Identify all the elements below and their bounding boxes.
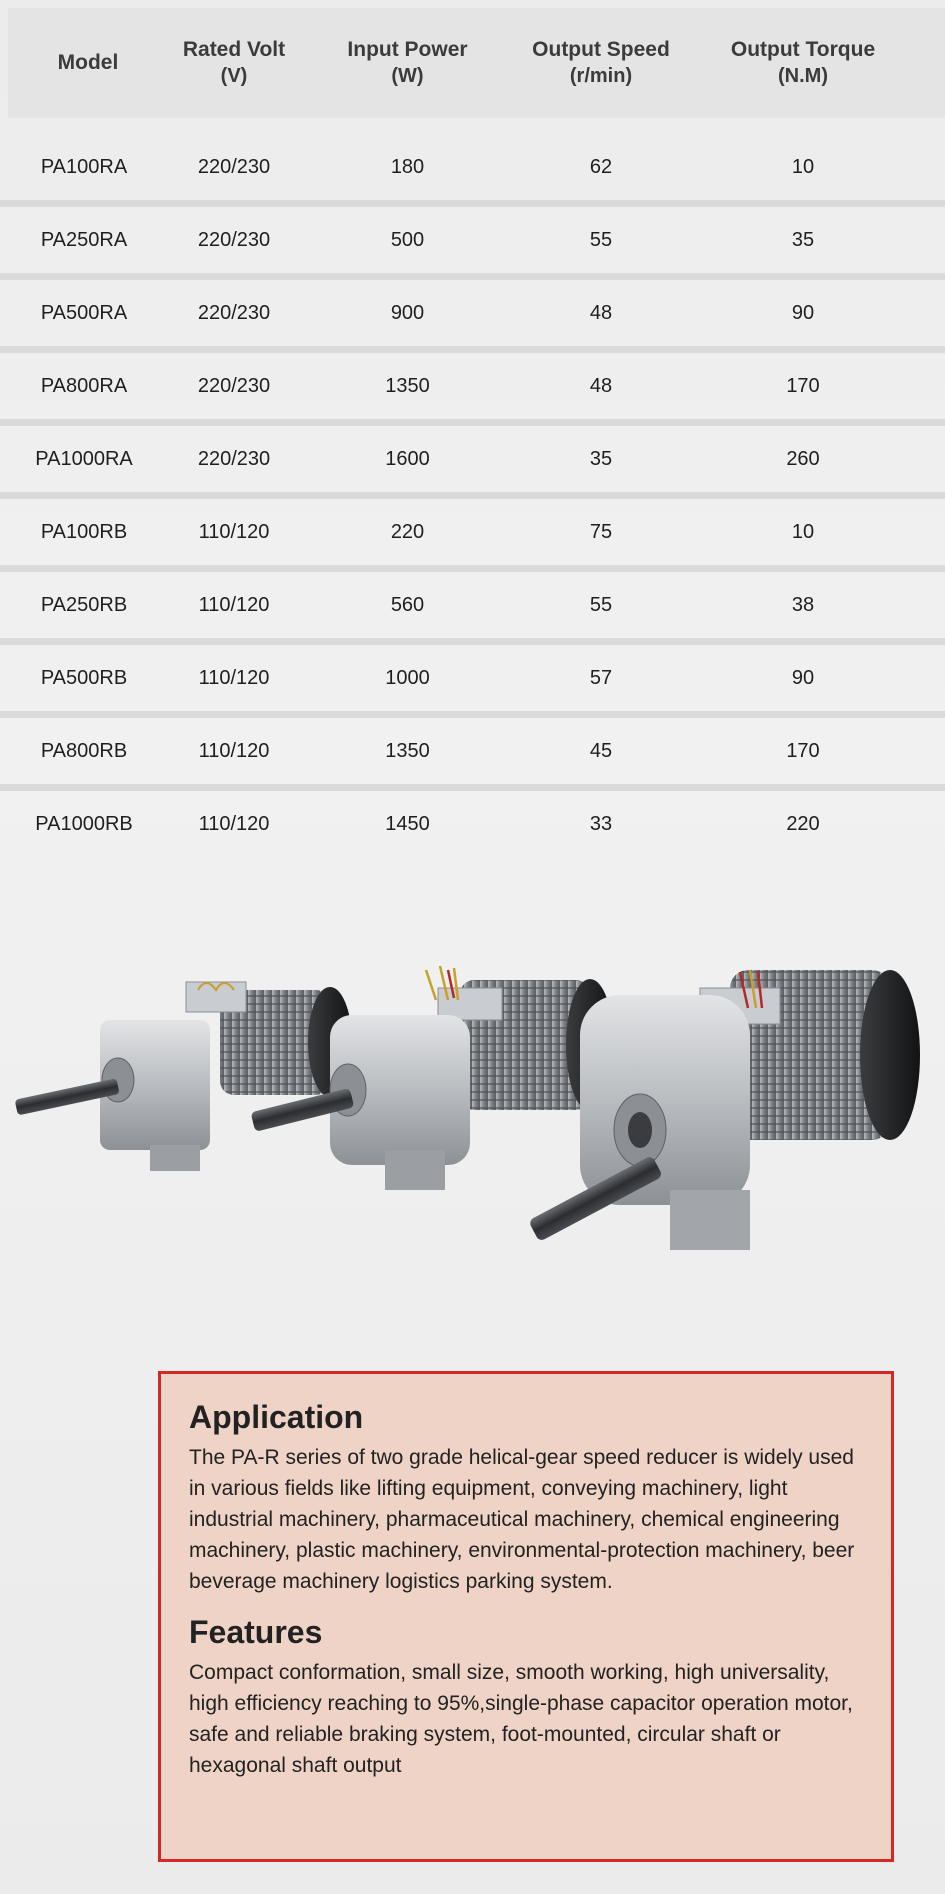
table-row	[0, 273, 945, 346]
cell-rated-volt: 110/120	[198, 739, 270, 762]
header-title: Output Torque	[730, 38, 876, 61]
cell-input-power: 1000	[385, 666, 430, 689]
cell-output-speed: 45	[589, 739, 613, 762]
table-row	[0, 638, 945, 711]
header-model	[8, 8, 168, 118]
table-row	[0, 200, 945, 273]
cell-model: PA800RB	[40, 739, 128, 762]
cell-rated-volt: 220/230	[197, 301, 271, 324]
gear-motors-photo	[0, 960, 945, 1360]
cell-rated-volt: 220/230	[197, 155, 271, 178]
cell-output-torque: 38	[791, 593, 815, 616]
cell-model: PA100RB	[40, 520, 128, 543]
cell-model: PA800RA	[40, 374, 128, 397]
header-unit: (N.M)	[778, 65, 828, 87]
header-title: Output Speed	[532, 38, 670, 61]
table-row	[0, 711, 945, 784]
header-input-power	[300, 8, 515, 118]
cell-input-power: 1350	[385, 374, 430, 397]
cell-output-torque: 10	[791, 520, 815, 543]
header-output-torque	[687, 8, 919, 118]
cell-rated-volt: 220/230	[197, 228, 271, 251]
application-text: The PA-R series of two grade helical-gear speed reducer is widely used in various fields like lifting equipment, conveying machinery, light industrial machinery, pharmaceutical machinery, chemical engineering machinery, plastic machinery, environmental-protection machinery, beer beverage machinery logistics parking system.	[189, 1446, 855, 1593]
table-row	[0, 565, 945, 638]
cell-input-power: 500	[390, 228, 425, 251]
table-row	[0, 134, 945, 200]
table-row	[0, 784, 945, 857]
header-title: Model	[57, 51, 119, 74]
table-row	[0, 419, 945, 492]
header-unit: (V)	[220, 65, 248, 87]
cell-model: PA1000RB	[35, 812, 133, 835]
cell-rated-volt: 110/120	[198, 666, 270, 689]
cell-output-speed: 48	[589, 301, 613, 324]
cell-output-speed: 55	[589, 228, 613, 251]
cell-input-power: 1350	[385, 739, 430, 762]
cell-output-torque: 35	[791, 228, 815, 251]
cell-input-power: 900	[390, 301, 425, 324]
cell-output-speed: 35	[589, 447, 613, 470]
header-unit: (r/min)	[569, 65, 633, 87]
cell-output-torque: 90	[791, 666, 815, 689]
cell-output-torque: 10	[791, 155, 815, 178]
cell-model: PA1000RA	[35, 447, 133, 470]
header-unit: (W)	[391, 65, 424, 87]
cell-output-speed: 57	[589, 666, 613, 689]
table-header	[8, 8, 945, 118]
cell-input-power: 560	[390, 593, 425, 616]
cell-input-power: 180	[390, 155, 425, 178]
features-heading: Features	[189, 1614, 323, 1650]
cell-rated-volt: 110/120	[198, 812, 270, 835]
cell-input-power: 220	[390, 520, 425, 543]
table-row	[0, 346, 945, 419]
cell-output-torque: 170	[786, 739, 820, 762]
features-text: Compact conformation, small size, smooth working, high universality, high efficiency reaching to 95%,single-phase capacitor operation motor, safe and reliable braking system, foot-mounted, circular shaft or hexagonal shaft output	[189, 1661, 853, 1777]
cell-model: PA250RA	[40, 228, 128, 251]
cell-output-speed: 48	[589, 374, 613, 397]
cell-rated-volt: 220/230	[197, 374, 271, 397]
application-heading: Application	[189, 1399, 364, 1435]
cell-rated-volt: 110/120	[198, 520, 270, 543]
cell-model: PA500RB	[40, 666, 128, 689]
cell-output-torque: 170	[786, 374, 820, 397]
cell-input-power: 1600	[385, 447, 430, 470]
header-rated-volt	[168, 8, 300, 118]
cell-output-torque: 260	[786, 447, 820, 470]
header-title: Rated Volt	[182, 38, 286, 61]
cell-model: PA500RA	[40, 301, 128, 324]
header-title: Input Power	[347, 38, 468, 61]
application-features-box	[158, 1371, 894, 1862]
cell-output-torque: 90	[791, 301, 815, 324]
cell-output-speed: 33	[589, 812, 613, 835]
cell-output-speed: 75	[589, 520, 613, 543]
cell-model: PA100RA	[40, 155, 128, 178]
cell-output-speed: 62	[589, 155, 613, 178]
cell-rated-volt: 110/120	[198, 593, 270, 616]
cell-output-torque: 220	[786, 812, 820, 835]
cell-output-speed: 55	[589, 593, 613, 616]
cell-model: PA250RB	[40, 593, 128, 616]
gear-motor-small	[15, 982, 352, 1171]
cell-rated-volt: 220/230	[197, 447, 271, 470]
table-row	[0, 492, 945, 565]
cell-input-power: 1450	[385, 812, 430, 835]
header-output-speed	[515, 8, 687, 118]
